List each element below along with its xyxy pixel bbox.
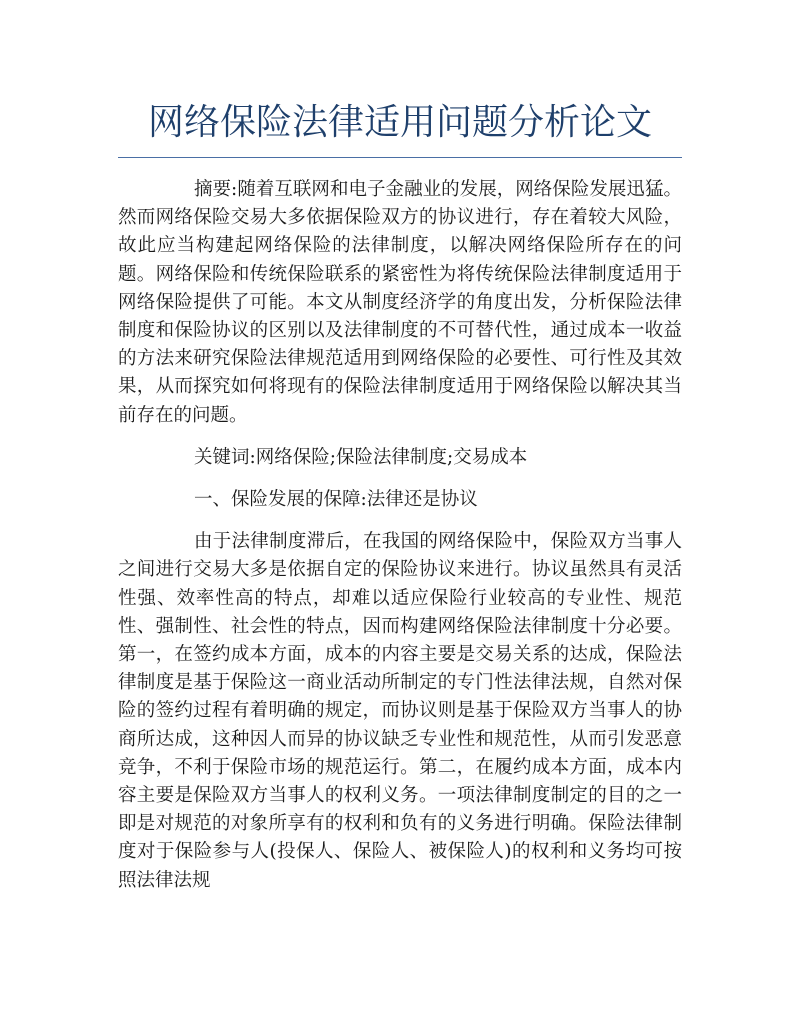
title-underline (118, 157, 682, 158)
section-heading: 一、保险发展的保障:法律还是协议 (194, 489, 478, 511)
document-body (118, 176, 682, 895)
document-title: 网络保险法律适用问题分析论文 (147, 102, 652, 143)
section-paragraph: 由于法律制度滞后，在我国的网络保险中，保险双方当事人之间进行交易大多是依据自定的保险协议来进行。协议虽然具有灵活性强、效率性高的特点，却难以适应保险行业较高的专业性、规范性、强制性、社会性的特点，因而构建网络保险法律制度十分必要。第一，在签约成本方面，成本的内容主要是交易关系的达成，保险法律制度是基于保险这一商业活动所制定的专门性法律法规，自然对保险的签约过程有着明确的规定，而协议则是基于保险双方当事人的协商所达成，这种因人而异的协议缺乏专业性和规范性，从而引发恶意竞争，不利于保险市场的规范运行。第二，在履约成本方面，成本内容主要是保险双方当事人的权利义务。一项法律制度制定的目的之一即是对规范的对象所享有的权利和负有的义务进行明确。保险法律制度对于保险参与人(投保人、保险人、被保险人)的权利和义务均可按照法律法规 (118, 531, 682, 891)
keywords-line: 关键词:网络保险;保险法律制度;交易成本 (194, 446, 528, 468)
abstract-paragraph: 摘要:随着互联网和电子金融业的发展，网络保险发展迅猛。然而网络保险交易大多依据保险双方的协议进行，存在着较大风险，故此应当构建起网络保险的法律制度，以解决网络保险所存在的问题。网络保险和传统保险联系的紧密性为将传统保险法律制度适用于网络保险提供了可能。本文从制度经济学的角度出发，分析保险法律制度和保险协议的区别以及法律制度的不可替代性，通过成本一收益的方法来研究保险法律规范适用到网络保险的必要性、可行性及其效果，从而探究如何将现有的保险法律制度适用于网络保险以解决其当前存在的问题。 (118, 179, 682, 426)
